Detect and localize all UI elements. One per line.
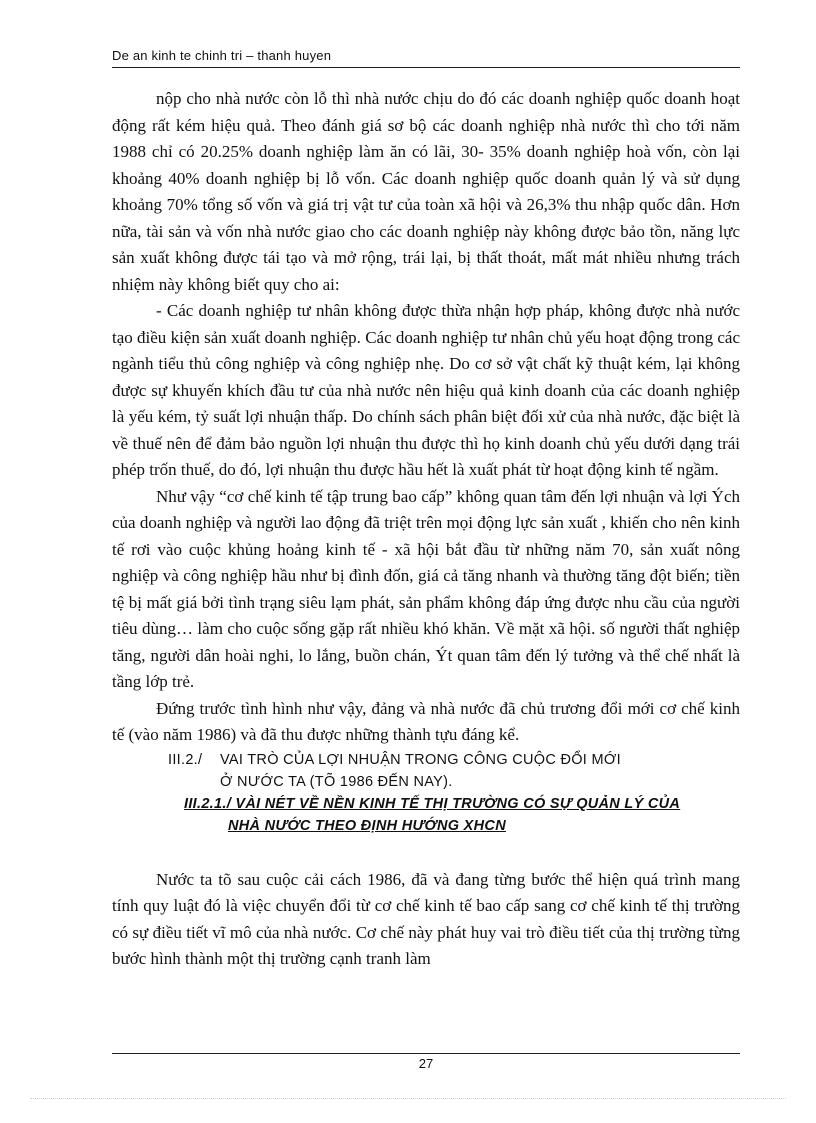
footer-divider (112, 1053, 740, 1054)
page-header (112, 48, 740, 68)
paragraph-private-enterprises: - Các doanh nghiệp tư nhân không được thừa nhận hợp pháp, không được nhà nước tạo điều kiện sản xuất doanh nghiệp. Các doanh nghiệp tư nhân chủ yếu hoạt động trong các ngành tiểu thủ công nghiệp và công nghiệp nhẹ. Do cơ sở vật chất kỹ thuật kém, lại không được sự khuyến khích đầu tư của nhà nước nên hiệu quả kinh doanh của các doanh nghiệp là yếu kém, tỷ suất lợi nhuận thấp. Do chính sách phân biệt đối xử của nhà nước, đặc biệt là về thuế nên để đảm bảo nguồn lợi nhuận thu được thì họ kinh doanh chủ yếu dưới dạng trái phép trốn thuế, do đó, lợi nhuận thu được hầu hết là xuất phát từ hoạt động kinh tế ngầm. (112, 301, 740, 479)
page-bottom-border (30, 1098, 786, 1099)
section-title-line1: VAI TRÒ CỦA LỢI NHUẬN TRONG CÔNG CUỘC ĐỔI MỚI (220, 751, 621, 768)
subsection-heading-line2: NHÀ NƯỚC THEO ĐỊNH HƯỚNG XHCN (228, 817, 506, 834)
paragraph-state-enterprises: nộp cho nhà nước còn lỗ thì nhà nước chịu do đó các doanh nghiệp quốc doanh hoạt động rất kém hiệu quả. Theo đánh giá sơ bộ các doanh nghiệp nhà nước thì cho tới năm 1988 chỉ có 20.25% doanh nghiệp làm ăn có lãi, 30- 35% doanh nghiệp hoà vốn, còn lại khoảng 40% doanh nghiệp bị lỗ vốn. Các doanh nghiệp quốc doanh quản lý và sử dụng khoảng 70% tổng số vốn và giá trị vật tư của toàn xã hội và 26,3% thu nhập quốc dân. Hơn nữa, tài sản và vốn nhà nước giao cho các doanh nghiệp này không được bảo tồn, năng lực sản xuất không được tái tạo và mở rộng, trái lại, bị thất thoát, mất mát nhiều nhưng trách nhiệm này không biết quy cho ai: (112, 89, 740, 294)
page-number: 27 (418, 1056, 434, 1071)
paragraph-market-economy: Nước ta tõ sau cuộc cải cách 1986, đã và đang từng bước thể hiện quá trình mang tính quy luật đó là việc chuyển đổi từ cơ chế kinh tế bao cấp sang cơ chế kinh tế thị trường có sự điều tiết vĩ mô của nhà nước. Cơ chế này phát huy vai trò điều tiết của thị trường từng bước hình thành một thị trường cạnh tranh làm (112, 869, 740, 968)
spacer (112, 837, 740, 867)
document-body (112, 86, 740, 973)
header-title: De an kinh te chinh tri – thanh huyen (112, 48, 332, 63)
section-title-line2: Ở NƯỚC TA (TÕ 1986 ĐẾN NAY). (220, 773, 453, 790)
paragraph-economic-crisis: Như vậy “cơ chế kinh tế tập trung bao cấp” không quan tâm đến lợi nhuận và lợi Ých của doanh nghiệp và người lao động đã triệt trên mọi động lực sản xuất , khiến cho nên kinh tế rơi vào cuộc khủng hoảng kinh tế - xã hội bắt đầu từ những năm 70, sản xuất nông nghiệp và công nghiệp hầu như bị đình đốn, giá cả tăng nhanh và thường tăng đột biến; tiền tệ bị mất giá bởi tình trạng siêu lạm phát, sản phẩm không đáp ứng được nhu cầu của người tiêu dùng… làm cho cuộc sống gặp rất nhiều khó khăn. Về mặt xã hội. số người thất nghiệp tăng, người dân hoài nghi, lo lắng, buồn chán, Ýt quan tâm đến lý tưởng và thể chế nhất là tầng lớp trẻ. (112, 486, 740, 691)
subsection-heading-line1: III.2.1./ VÀI NÉT VỀ NỀN KINH TẾ THỊ TRƯỜNG CÓ SỰ QUẢN LÝ CỦA (184, 795, 681, 812)
section-heading (112, 749, 740, 771)
paragraph-renovation-policy: Đứng trước tình hình như vậy, đảng và nhà nước đã chủ trương đổi mới cơ chế kinh tế (vào năm 1986) và đã thu được những thành tựu đáng kể. (112, 698, 740, 744)
section-number: III.2./ (168, 751, 203, 768)
